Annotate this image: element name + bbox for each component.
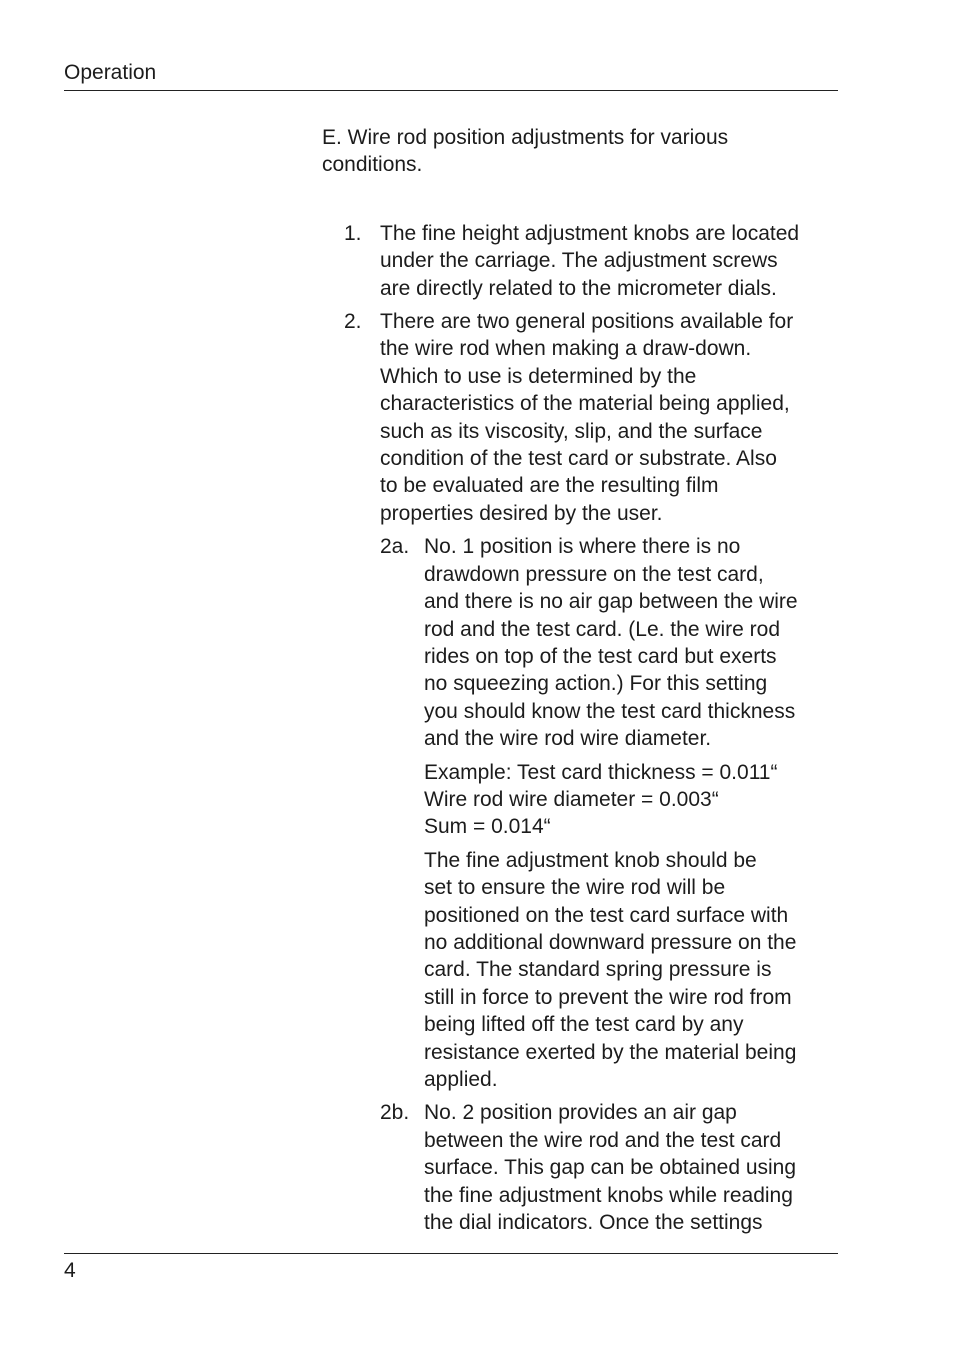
text-line: still in force to prevent the wire rod from bbox=[424, 985, 792, 1009]
list-item-text bbox=[380, 308, 838, 527]
text-line: Which to use is determined by the bbox=[380, 364, 697, 388]
sub-item bbox=[380, 1099, 838, 1236]
text-line: The fine adjustment knob should be bbox=[424, 848, 757, 872]
text-line: characteristics of the material being applied, bbox=[380, 392, 790, 416]
sub-item-number: 2a. bbox=[380, 535, 410, 559]
section-title bbox=[322, 124, 838, 179]
text-line: card. The standard spring pressure is bbox=[424, 958, 772, 982]
text-line: The fine height adjustment knobs are located bbox=[380, 221, 800, 245]
text-line: rides on top of the test card but exerts bbox=[424, 644, 777, 668]
numbered-list bbox=[322, 220, 838, 1237]
text-line: the dial indicators. Once the settings bbox=[424, 1211, 763, 1235]
example-paragraph bbox=[424, 759, 838, 841]
list-item bbox=[322, 220, 838, 302]
list-item-number: 1. bbox=[344, 221, 362, 245]
text-line: set to ensure the wire rod will be bbox=[424, 876, 726, 900]
text-line: positioned on the test card surface with bbox=[424, 903, 789, 927]
running-header: Operation bbox=[64, 61, 157, 84]
text-line: Example: Test card thickness = 0.011“ bbox=[424, 760, 778, 784]
sub-item-paragraph bbox=[424, 533, 838, 752]
text-line: being lifted off the test card by any bbox=[424, 1013, 744, 1037]
text-line: and the wire rod wire diameter. bbox=[424, 727, 712, 751]
text-line: to be evaluated are the resulting film bbox=[380, 474, 719, 498]
header-rule bbox=[64, 90, 838, 91]
text-line: and there is no air gap between the wire bbox=[424, 590, 798, 614]
list-item bbox=[322, 308, 838, 1236]
page-number: 4 bbox=[64, 1259, 76, 1282]
sub-item-paragraph bbox=[424, 1099, 838, 1236]
sub-item bbox=[380, 533, 838, 1093]
text-line: properties desired by the user. bbox=[380, 501, 663, 525]
text-line: the fine adjustment knobs while reading bbox=[424, 1183, 793, 1207]
text-line: resistance exerted by the material being bbox=[424, 1040, 797, 1064]
main-content bbox=[322, 124, 838, 1242]
text-line: rod and the test card. (Le. the wire rod bbox=[424, 617, 781, 641]
list-item-number: 2. bbox=[344, 310, 362, 334]
list-item-text bbox=[380, 220, 838, 302]
text-line: such as its viscosity, slip, and the surface bbox=[380, 419, 763, 443]
text-line: surface. This gap can be obtained using bbox=[424, 1156, 797, 1180]
sub-item-paragraph bbox=[424, 847, 838, 1094]
text-line: condition of the test card or substrate. Also bbox=[380, 447, 777, 471]
text-line: no squeezing action.) For this setting bbox=[424, 672, 768, 696]
text-line: There are two general positions available for bbox=[380, 310, 794, 334]
text-line: applied. bbox=[424, 1068, 498, 1091]
text-line: you should know the test card thickness bbox=[424, 699, 796, 723]
text-line: No. 2 position provides an air gap bbox=[424, 1101, 737, 1125]
text-line: no additional downward pressure on the bbox=[424, 930, 797, 954]
text-line: under the carriage. The adjustment screws bbox=[380, 249, 778, 273]
text-line: between the wire rod and the test card bbox=[424, 1128, 782, 1152]
text-line: No. 1 position is where there is no bbox=[424, 535, 741, 559]
text-line: Wire rod wire diameter = 0.003“ bbox=[424, 787, 719, 811]
footer-rule bbox=[64, 1253, 838, 1254]
text-line: are directly related to the micrometer dials. bbox=[380, 276, 777, 300]
section-title-line: conditions. bbox=[322, 153, 423, 177]
sub-item-number: 2b. bbox=[380, 1101, 410, 1125]
text-line: Sum = 0.014“ bbox=[424, 815, 551, 839]
text-line: the wire rod when making a draw-down. bbox=[380, 337, 752, 361]
text-line: drawdown pressure on the test card, bbox=[424, 562, 764, 586]
section-title-line: E. Wire rod position adjustments for various bbox=[322, 126, 729, 149]
